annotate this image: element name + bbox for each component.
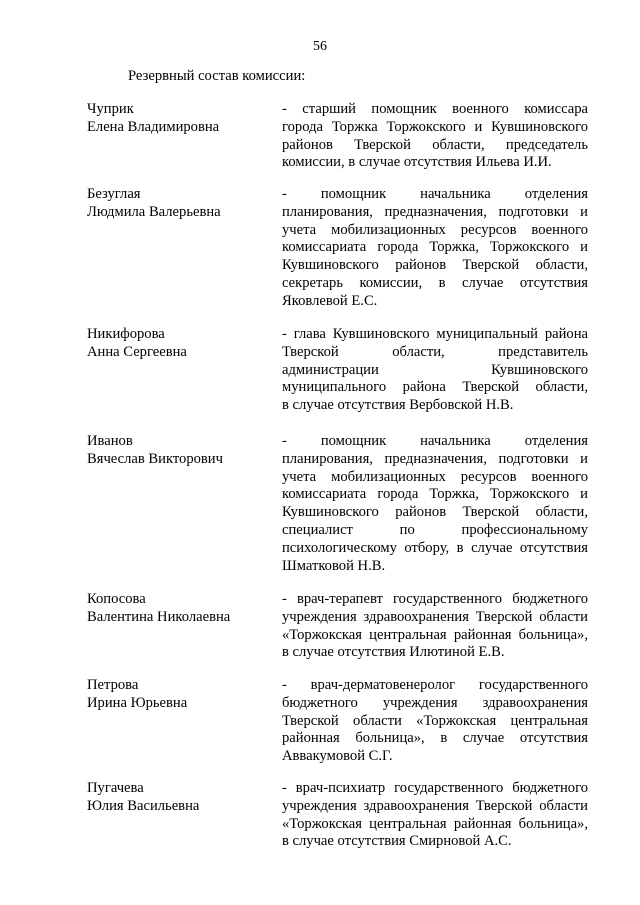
role-line: муниципального района Тверской области, bbox=[282, 379, 588, 396]
member-role-description bbox=[282, 433, 588, 575]
role-line: районная больница», в случае отсутствия bbox=[282, 730, 588, 747]
member-role-description bbox=[282, 780, 588, 851]
member-role-description bbox=[282, 101, 588, 172]
role-line: Аввакумовой С.Г. bbox=[282, 748, 393, 765]
role-line: бюджетного учреждения здравоохранения bbox=[282, 694, 588, 711]
member-surname: Петрова bbox=[87, 677, 139, 693]
member-role-description bbox=[282, 326, 588, 415]
page-number: 56 bbox=[313, 39, 327, 54]
role-line: - врач-терапевт государственного бюджетного bbox=[282, 591, 588, 607]
member-given-names: Анна Сергеевна bbox=[87, 343, 187, 360]
member-name bbox=[87, 186, 277, 222]
member-given-names: Юлия Васильевна bbox=[87, 797, 200, 814]
section-heading: Резервный состав комиссии: bbox=[128, 68, 306, 84]
role-line: учреждения здравоохранения Тверской области bbox=[282, 797, 588, 814]
role-line: в случае отсутствия Вербовской Н.В. bbox=[282, 397, 514, 414]
member-surname: Никифорова bbox=[87, 326, 165, 342]
role-line: Кувшиновского районов Тверской области, bbox=[282, 257, 588, 274]
member-surname: Пугачева bbox=[87, 780, 144, 796]
role-line: секретарь комиссии, в случае отсутствия bbox=[282, 274, 588, 291]
member-surname: Иванов bbox=[87, 433, 133, 449]
member-name bbox=[87, 101, 277, 137]
role-line: комиссариата города Торжка, Торжокского и bbox=[282, 239, 588, 256]
role-line: планирования, предназначения, подготовки и bbox=[282, 450, 588, 467]
role-line: учреждения здравоохранения Тверской области bbox=[282, 608, 588, 625]
role-line: - помощник начальника отделения bbox=[282, 186, 588, 202]
member-surname: Безуглая bbox=[87, 186, 141, 202]
role-line: администрации Кувшиновского bbox=[282, 361, 588, 378]
role-line: специалист по профессиональному bbox=[282, 521, 588, 538]
member-name bbox=[87, 780, 277, 816]
member-surname: Копосова bbox=[87, 591, 146, 607]
role-line: районов Тверской области, председатель bbox=[282, 136, 588, 153]
role-line: Яковлевой Е.С. bbox=[282, 292, 378, 309]
role-line: комиссариата города Торжка, Торжокского и bbox=[282, 486, 588, 503]
role-line: психологическому отбору, в случае отсутствия bbox=[282, 539, 588, 556]
member-name bbox=[87, 591, 277, 627]
role-line: Тверской области, представитель bbox=[282, 343, 588, 360]
member-given-names: Валентина Николаевна bbox=[87, 608, 231, 625]
role-line: Шматковой Н.В. bbox=[282, 557, 386, 574]
member-given-names: Вячеслав Викторович bbox=[87, 450, 223, 467]
member-role-description bbox=[282, 677, 588, 766]
member-given-names: Ирина Юрьевна bbox=[87, 694, 188, 711]
role-line: в случае отсутствия Смирновой А.С. bbox=[282, 833, 512, 850]
role-line: «Торжокская центральная районная больница», bbox=[282, 626, 588, 643]
role-line: комиссии, в случае отсутствия Ильева И.И. bbox=[282, 154, 552, 171]
role-line: - врач-дерматовенеролог государственного bbox=[282, 677, 588, 693]
role-line: Кувшиновского районов Тверской области, bbox=[282, 504, 588, 521]
role-line: планирования, предназначения, подготовки и bbox=[282, 203, 588, 220]
role-line: - глава Кувшиновского муниципальный района bbox=[282, 326, 588, 342]
role-line: - помощник начальника отделения bbox=[282, 433, 588, 449]
role-line: Тверской области «Торжокская центральная bbox=[282, 712, 588, 729]
role-line: в случае отсутствия Илютиной Е.В. bbox=[282, 644, 505, 661]
role-line: - старший помощник военного комиссара bbox=[282, 101, 588, 117]
role-line: - врач-психиатр государственного бюджетного bbox=[282, 780, 588, 796]
member-given-names: Людмила Валерьевна bbox=[87, 203, 221, 220]
role-line: «Торжокская центральная районная больница», bbox=[282, 815, 588, 832]
role-line: учета мобилизационных ресурсов военного bbox=[282, 468, 588, 485]
member-given-names: Елена Владимировна bbox=[87, 118, 220, 135]
member-role-description bbox=[282, 186, 588, 311]
member-name bbox=[87, 677, 277, 713]
member-name bbox=[87, 433, 277, 469]
member-surname: Чуприк bbox=[87, 101, 134, 117]
member-name bbox=[87, 326, 277, 362]
role-line: учета мобилизационных ресурсов военного bbox=[282, 221, 588, 238]
role-line: города Торжка Торжокского и Кувшиновского bbox=[282, 118, 588, 135]
member-role-description bbox=[282, 591, 588, 662]
